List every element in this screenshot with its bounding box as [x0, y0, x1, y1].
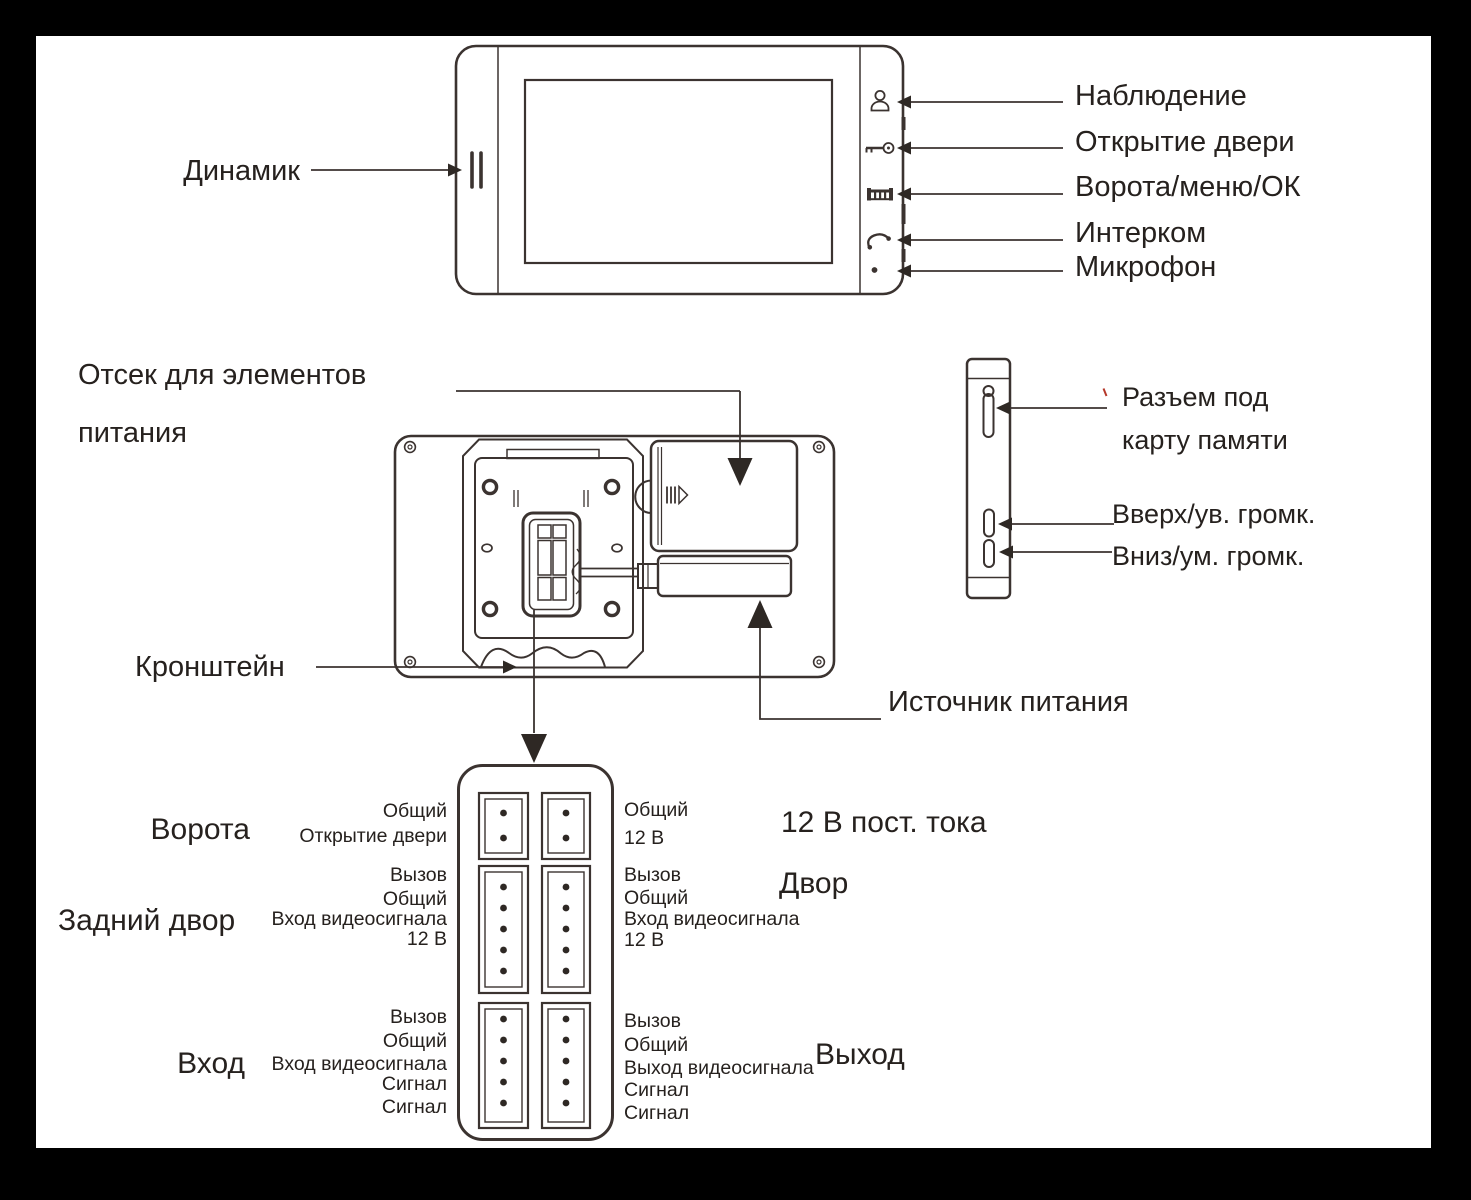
pin-label: Выход видеосигнала	[624, 1057, 814, 1079]
volume-up-label: Вверх/ув. громк.	[1112, 499, 1316, 529]
pin-label: Сигнал	[381, 1096, 447, 1118]
speaker-label: Динамик	[183, 155, 300, 187]
memory-card-slot-icon	[984, 386, 994, 437]
speaker-slots-icon	[472, 153, 481, 187]
pin-label: Общий	[382, 800, 447, 822]
side-leader-lines	[996, 389, 1114, 559]
group-yard-label: Двор	[779, 867, 849, 900]
pin-label: Открытие двери	[299, 825, 447, 847]
bracket-label: Кронштейн	[135, 651, 285, 683]
battery-compartment-label-line2: питания	[78, 417, 187, 449]
pin-label: Вход видеосигнала	[624, 908, 800, 930]
pin-label: Общий	[624, 887, 689, 909]
intercom-label: Интерком	[1075, 217, 1207, 249]
power-source-label: Источник питания	[888, 686, 1129, 718]
corner-screws	[405, 442, 825, 668]
group-12vdc-label: 12 В пост. тока	[781, 806, 987, 839]
gate-menu-ok-label: Ворота/меню/ОК	[1075, 171, 1301, 203]
phone-icon	[868, 234, 891, 249]
pin-label: Вызов	[390, 864, 447, 886]
side-view-drawing	[967, 359, 1010, 598]
front-view-drawing	[456, 46, 906, 294]
group-input-label: Вход	[177, 1047, 245, 1080]
pin-label: Общий	[382, 1030, 447, 1052]
pin-label: Общий	[382, 888, 447, 910]
red-tick-mark	[1104, 389, 1107, 397]
volume-up-button	[984, 510, 994, 537]
pin-label: Вызов	[624, 864, 681, 886]
person-icon	[872, 91, 889, 111]
pin-label: Общий	[624, 799, 689, 821]
pin-label: Вход видеосигнала	[271, 1053, 447, 1075]
pin-label: Сигнал	[381, 1073, 447, 1095]
pin-label: Вызов	[390, 1006, 447, 1028]
rear-view-drawing	[395, 436, 834, 677]
key-icon	[866, 143, 894, 153]
pin-label: 12 В	[624, 827, 665, 849]
volume-down-button	[984, 540, 994, 567]
battery-compartment-label-line1: Отсек для элементов	[78, 359, 367, 391]
pin-label: Общий	[624, 1034, 689, 1056]
battery-compartment	[635, 441, 797, 551]
group-output-label: Выход	[815, 1038, 905, 1071]
volume-down-label: Вниз/ум. громк.	[1112, 541, 1305, 571]
pin-label: 12 В	[406, 928, 447, 950]
gate-icon	[867, 188, 893, 201]
pin-label: Вход видеосигнала	[271, 908, 447, 930]
power-supply-module	[580, 556, 791, 596]
door-open-label: Открытие двери	[1075, 126, 1295, 158]
card-slot-label-line1: Разъем под	[1122, 382, 1269, 412]
pin-label: 12 В	[624, 929, 665, 951]
wiring-connector	[523, 513, 580, 616]
pin-label: Сигнал	[624, 1079, 690, 1101]
pin-label: Сигнал	[624, 1102, 690, 1124]
microphone-label: Микрофон	[1075, 251, 1217, 283]
monitoring-label: Наблюдение	[1075, 80, 1247, 112]
pin-label: Вызов	[624, 1010, 681, 1032]
terminal-panel-drawing	[459, 766, 613, 1140]
card-slot-label-line2: карту памяти	[1122, 425, 1288, 455]
group-backyard-label: Задний двор	[58, 904, 236, 937]
mic-dot-icon	[872, 267, 878, 273]
screen	[525, 80, 832, 263]
front-leader-lines	[311, 96, 1063, 278]
group-gate-label: Ворота	[150, 813, 250, 846]
terminal-pins	[500, 810, 569, 1107]
